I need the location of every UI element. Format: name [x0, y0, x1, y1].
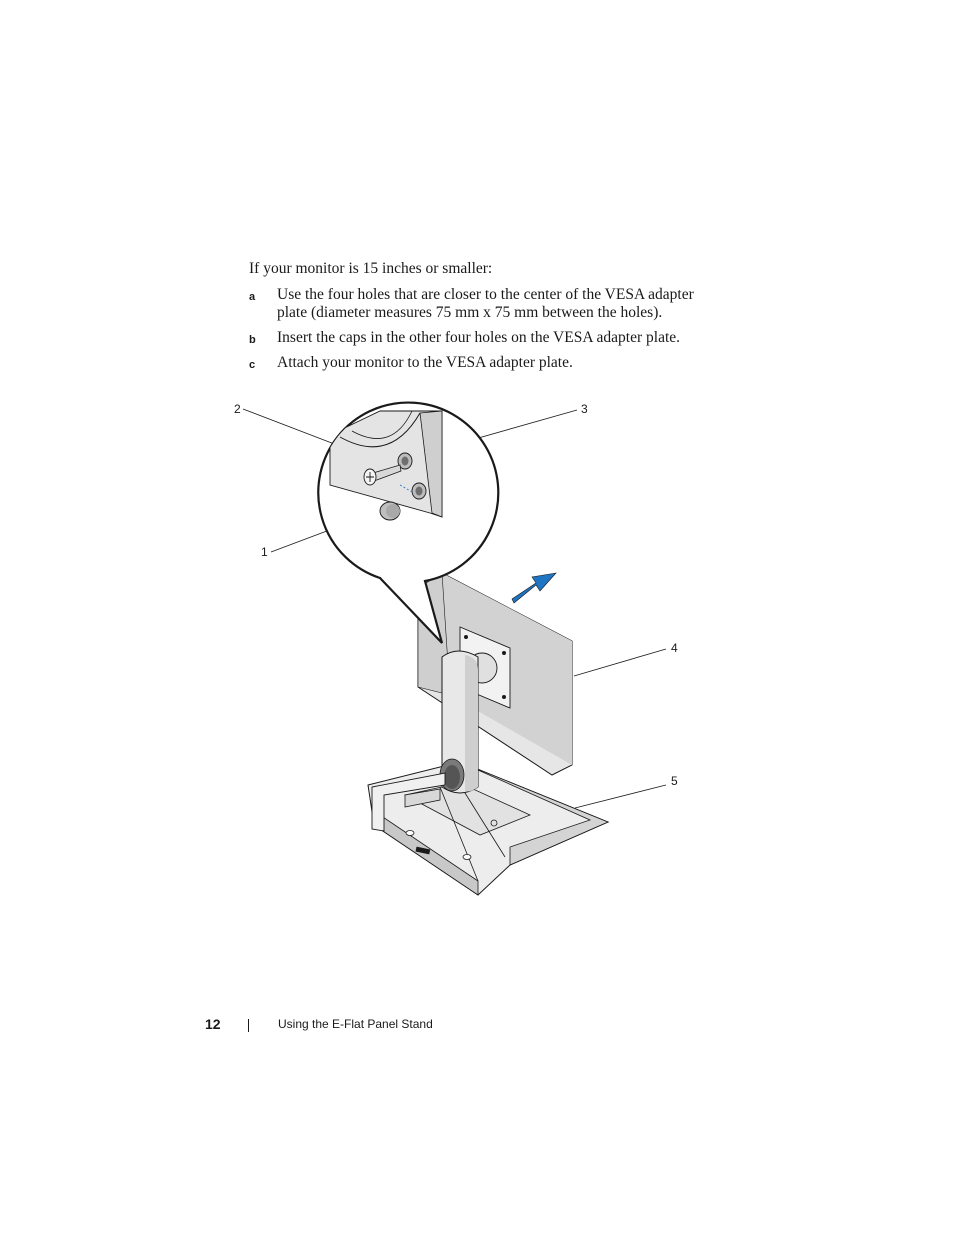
callout-4: 4 — [671, 641, 678, 655]
callout-5: 5 — [671, 774, 678, 788]
callout-5-leader — [575, 785, 666, 808]
intro-text: If your monitor is 15 inches or smaller: — [249, 260, 493, 277]
callout-2: 2 — [234, 402, 241, 416]
stand-drawing — [220, 395, 700, 905]
monitor-panel — [418, 573, 572, 775]
step-text: Use the four holes that are closer to the center of the VESA adapter plate (diameter measures 75 mm x 75 mm between the holes). — [277, 286, 694, 321]
page-footer — [0, 1015, 954, 1035]
callout-3: 3 — [581, 402, 588, 416]
footer-section-title: Using the E-Flat Panel Stand — [278, 1017, 433, 1031]
step-item — [249, 354, 719, 372]
step-item — [249, 286, 719, 322]
step-item — [249, 329, 719, 347]
callout-1: 1 — [261, 545, 268, 559]
footer-divider — [248, 1019, 249, 1032]
step-letter: a — [249, 291, 256, 303]
cap-icon — [380, 502, 400, 520]
step-text: Insert the caps in the other four holes on the VESA adapter plate. — [277, 329, 681, 346]
direction-arrow — [512, 573, 556, 603]
page-number: 12 — [205, 1016, 221, 1032]
stand-column — [440, 651, 478, 793]
step-letter: b — [249, 334, 256, 346]
callout-4-leader — [574, 649, 666, 676]
step-text: Attach your monitor to the VESA adapter plate. — [277, 354, 573, 371]
step-letter: c — [249, 359, 256, 371]
monitor-stand-illustration — [220, 395, 700, 905]
step-list — [249, 286, 719, 379]
